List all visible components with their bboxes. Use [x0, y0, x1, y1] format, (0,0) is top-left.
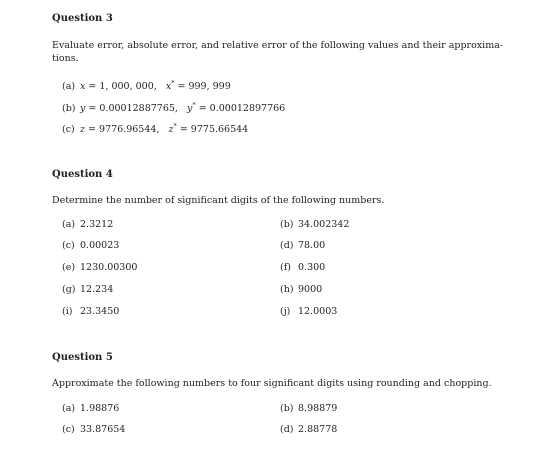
item-label: (a) [62, 219, 76, 230]
question-4-item-j [280, 306, 337, 318]
approx-variable: x [165, 81, 172, 92]
item-value: 0.300 [298, 262, 326, 273]
item-value: = 1, 000, 000, [88, 81, 157, 92]
item-value: 12.0003 [298, 306, 338, 317]
item-label: (f) [280, 262, 291, 273]
variable: z [80, 124, 86, 135]
question-5-item-b [280, 403, 337, 415]
item-value: 34.002342 [298, 219, 350, 230]
item-label: (g) [62, 284, 76, 295]
item-value: = 9776.96544, [88, 124, 160, 135]
question-4-item-d [280, 240, 325, 252]
approx-value: = 999, 999 [177, 81, 231, 92]
question-5-prompt: Approximate the following numbers to four significant digits using rounding and chopping. [52, 378, 492, 389]
variable: x [80, 81, 86, 92]
item-value: 23.3450 [80, 306, 120, 317]
item-label: (d) [280, 424, 294, 435]
question-5-item-c [62, 424, 125, 436]
item-value: 2.88778 [298, 424, 338, 435]
item-value: 0.00023 [80, 240, 120, 251]
item-value: 1230.00300 [80, 262, 138, 273]
question-4-item-e [62, 262, 137, 274]
question-3-item-c [62, 124, 248, 136]
question-4-item-b [280, 219, 349, 231]
item-label: (a) [62, 403, 76, 414]
question-4-item-a [62, 219, 113, 231]
question-3-prompt-line-1: Evaluate error, absolute error, and relative error of the following values and their approxima- [52, 40, 504, 51]
question-4-prompt: Determine the number of significant digits of the following numbers. [52, 195, 385, 206]
question-3-item-a [62, 81, 231, 93]
approx-value: = 0.00012897766 [198, 103, 286, 114]
item-value: = 0.00012887765, [88, 103, 178, 114]
approx-star: * [192, 101, 196, 109]
variable: y [80, 103, 86, 114]
question-3-item-b [62, 103, 285, 115]
item-label: (d) [280, 240, 294, 251]
question-4-heading: Question 4 [52, 169, 113, 180]
question-5-item-d [280, 424, 337, 436]
question-5-heading: Question 5 [52, 352, 113, 363]
item-value: 12.234 [80, 284, 114, 295]
question-4-item-h [280, 284, 322, 296]
item-label: (b) [280, 219, 294, 230]
item-value: 1.98876 [80, 403, 120, 414]
item-label: (h) [280, 284, 294, 295]
question-4-item-c [62, 240, 119, 252]
item-value: 33.87654 [80, 424, 126, 435]
approx-value: = 9775.66544 [179, 124, 249, 135]
item-label: (i) [62, 306, 73, 317]
item-label: (e) [62, 262, 76, 273]
item-label: (a) [62, 81, 76, 92]
question-5-item-a [62, 403, 119, 415]
approx-variable: y [187, 103, 193, 114]
item-value: 2.3212 [80, 219, 114, 230]
item-label: (j) [280, 306, 291, 317]
item-label: (b) [280, 403, 294, 414]
approx-star: * [173, 122, 177, 130]
item-value: 78.00 [298, 240, 326, 251]
approx-star: * [171, 79, 175, 87]
question-4-item-g [62, 284, 113, 296]
item-label: (c) [62, 424, 75, 435]
question-4-item-i [62, 306, 119, 318]
approx-variable: z [168, 124, 174, 135]
item-label: (c) [62, 124, 75, 135]
item-value: 9000 [298, 284, 323, 295]
item-label: (c) [62, 240, 75, 251]
item-label: (b) [62, 103, 76, 114]
item-value: 8.98879 [298, 403, 338, 414]
question-3-heading: Question 3 [52, 13, 113, 24]
question-3-prompt-line-2: tions. [52, 53, 79, 64]
question-4-item-f [280, 262, 325, 274]
